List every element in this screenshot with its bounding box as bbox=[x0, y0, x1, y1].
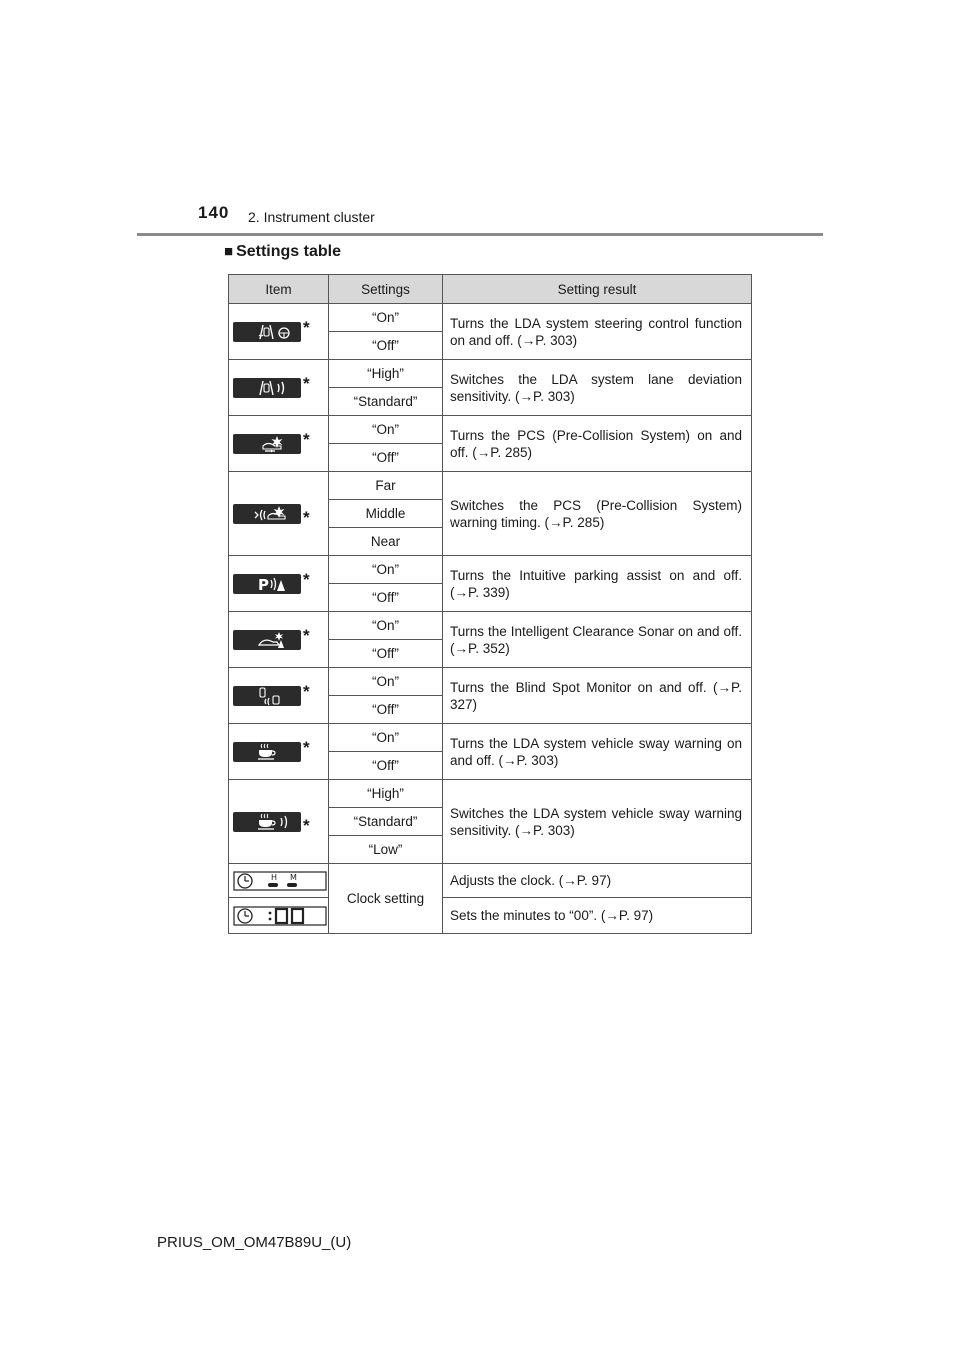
table-row bbox=[229, 898, 752, 934]
asterisk: * bbox=[303, 682, 310, 701]
setting-value: “On” bbox=[329, 556, 443, 584]
table-row bbox=[229, 304, 752, 332]
setting-result: Turns the Blind Spot Monitor on and off. (→P. 327) bbox=[443, 668, 752, 724]
setting-value: Near bbox=[329, 528, 443, 556]
table-row bbox=[229, 780, 752, 808]
item-cell bbox=[229, 898, 329, 934]
vehicle-sway-sensitivity-icon bbox=[233, 812, 301, 832]
setting-result: Sets the minutes to “00”. (→P. 97) bbox=[443, 898, 752, 934]
clock-setting: Clock setting bbox=[329, 864, 443, 934]
header-settings: Settings bbox=[329, 275, 443, 304]
item-cell bbox=[229, 360, 329, 416]
page-number: 140 bbox=[198, 203, 230, 222]
header-rule bbox=[137, 233, 823, 236]
settings-table bbox=[228, 274, 752, 934]
setting-value: “Off” bbox=[329, 444, 443, 472]
setting-value: “Off” bbox=[329, 332, 443, 360]
item-cell bbox=[229, 780, 329, 864]
item-cell bbox=[229, 724, 329, 780]
clock-hour-label: H bbox=[271, 872, 278, 882]
item-cell bbox=[229, 416, 329, 472]
table-row bbox=[229, 556, 752, 584]
header-setting-result: Setting result bbox=[443, 275, 752, 304]
pcs-timing-icon bbox=[233, 504, 301, 524]
table-row bbox=[229, 864, 752, 898]
setting-result: Turns the Intelligent Clearance Sonar on and off. (→P. 352) bbox=[443, 612, 752, 668]
item-cell bbox=[229, 472, 329, 556]
item-cell bbox=[229, 668, 329, 724]
clock-hm-icon bbox=[233, 871, 327, 891]
setting-result: Adjusts the clock. (→P. 97) bbox=[443, 864, 752, 898]
setting-result: Turns the LDA system steering control function on and off. (→P. 303) bbox=[443, 304, 752, 360]
setting-value: “Standard” bbox=[329, 808, 443, 836]
asterisk: * bbox=[303, 430, 310, 449]
table-row bbox=[229, 724, 752, 752]
blind-spot-monitor-icon bbox=[233, 686, 301, 706]
setting-value: “Off” bbox=[329, 584, 443, 612]
clock-reset-icon bbox=[233, 906, 327, 926]
clock-minute-label: M bbox=[290, 872, 297, 882]
table-header-row bbox=[229, 275, 752, 304]
table-row bbox=[229, 612, 752, 640]
setting-value: “On” bbox=[329, 304, 443, 332]
chapter-title: 2. Instrument cluster bbox=[248, 209, 375, 225]
asterisk: * bbox=[303, 374, 310, 393]
setting-value: “Standard” bbox=[329, 388, 443, 416]
section-title-text: Settings table bbox=[236, 243, 341, 260]
vehicle-sway-icon bbox=[233, 742, 301, 762]
svg-text:P: P bbox=[258, 575, 269, 594]
setting-value: “On” bbox=[329, 612, 443, 640]
setting-value: “Off” bbox=[329, 640, 443, 668]
setting-value: “High” bbox=[329, 780, 443, 808]
setting-value: Far bbox=[329, 472, 443, 500]
clearance-sonar-icon bbox=[233, 630, 301, 650]
asterisk: * bbox=[303, 738, 310, 757]
section-title bbox=[224, 243, 341, 261]
asterisk: * bbox=[303, 626, 310, 645]
document-code: PRIUS_OM_OM47B89U_(U) bbox=[157, 1234, 352, 1251]
lda-steering-icon bbox=[233, 322, 301, 342]
setting-result: Turns the Intuitive parking assist on and off. (→P. 339) bbox=[443, 556, 752, 612]
table-row bbox=[229, 668, 752, 696]
parking-assist-icon bbox=[233, 574, 301, 594]
setting-value: Middle bbox=[329, 500, 443, 528]
table-row bbox=[229, 416, 752, 444]
setting-result: Switches the PCS (Pre-Collision System) warning timing. (→P. 285) bbox=[443, 472, 752, 556]
item-cell bbox=[229, 612, 329, 668]
setting-value: “Low” bbox=[329, 836, 443, 864]
setting-value: “High” bbox=[329, 360, 443, 388]
setting-value: “Off” bbox=[329, 752, 443, 780]
lda-sensitivity-icon bbox=[233, 378, 301, 398]
asterisk: * bbox=[303, 570, 310, 589]
setting-value: “On” bbox=[329, 668, 443, 696]
setting-value: “On” bbox=[329, 724, 443, 752]
asterisk: * bbox=[303, 816, 310, 835]
setting-result: Turns the LDA system vehicle sway warning on and off. (→P. 303) bbox=[443, 724, 752, 780]
item-cell bbox=[229, 864, 329, 898]
pcs-icon bbox=[233, 434, 301, 454]
asterisk: * bbox=[303, 318, 310, 337]
item-cell bbox=[229, 304, 329, 360]
setting-result: Turns the PCS (Pre-Collision System) on and off. (→P. 285) bbox=[443, 416, 752, 472]
asterisk: * bbox=[303, 508, 310, 527]
setting-value: “On” bbox=[329, 416, 443, 444]
section-bullet: ■ bbox=[224, 243, 234, 260]
item-cell bbox=[229, 556, 329, 612]
header-item: Item bbox=[229, 275, 329, 304]
setting-value: “Off” bbox=[329, 696, 443, 724]
setting-result: Switches the LDA system vehicle sway warning sensitivity. (→P. 303) bbox=[443, 780, 752, 864]
setting-result: Switches the LDA system lane deviation sensitivity. (→P. 303) bbox=[443, 360, 752, 416]
table-row bbox=[229, 472, 752, 500]
table-row bbox=[229, 360, 752, 388]
